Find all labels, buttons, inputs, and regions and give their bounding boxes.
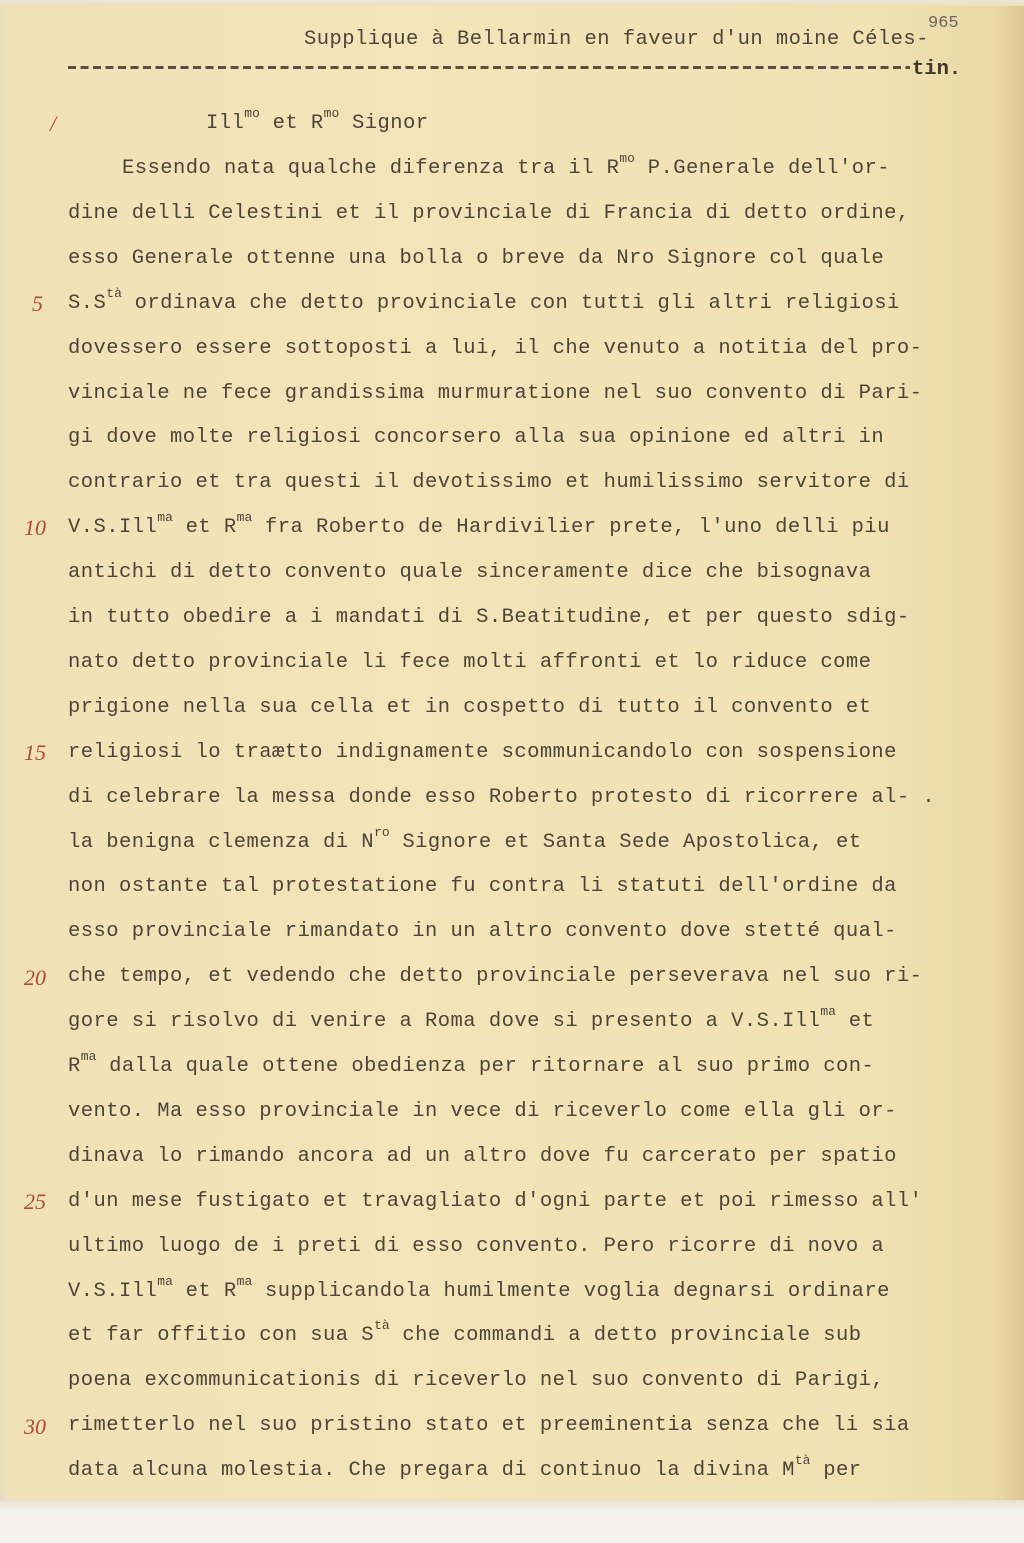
text-line <box>68 1049 875 1079</box>
text-line <box>68 382 922 406</box>
document-title: Supplique à Bellarmin en faveur d'un moine Céles- <box>304 28 929 51</box>
text-run: et R <box>172 516 237 540</box>
text-run: rimetterlo nel suo pristino stato et preeminentia senza che li sia <box>68 1414 910 1438</box>
text-line <box>68 696 871 720</box>
text-run: che tempo, et vedendo che detto provinciale perseverava nel suo ri- <box>68 965 923 989</box>
text-run: la benigna clemenza di N <box>68 830 375 854</box>
superscript: mo <box>323 106 340 121</box>
text-line <box>68 202 910 226</box>
text-run: religiosi lo traætto indignamente scommunicandolo con sospensione <box>68 740 897 764</box>
text-line <box>68 920 897 944</box>
superscript: mo <box>619 151 635 166</box>
superscript: ma <box>80 1049 97 1064</box>
text-line <box>68 1318 862 1348</box>
text-run: ultimo luogo de i preti di esso convento. Pero ricorre di novo a <box>68 1234 885 1258</box>
text-line <box>68 741 897 765</box>
text-run: gore si risolvo di venire a Roma dove si presento a V.S.Ill <box>68 1010 821 1034</box>
text-run: et <box>835 1010 875 1034</box>
text-run: che commandi a detto provinciale sub <box>389 1324 862 1348</box>
text-run: supplicandola humilmente voglia degnarsi ordinare <box>252 1279 890 1303</box>
margin-line-number: / <box>50 111 57 136</box>
text-line <box>68 1369 884 1393</box>
text-line <box>68 337 922 361</box>
text-run: per <box>810 1459 862 1483</box>
text-run: V.S.Ill <box>68 516 158 540</box>
margin-line-number: 20 <box>24 965 46 990</box>
text-run: ordinava che detto provinciale con tutti gli altri religiosi <box>121 291 900 315</box>
text-run: esso provinciale rimandato in un altro convento dove stetté qual- <box>68 920 897 944</box>
text-run: nato detto provinciale li fece molti affronti et lo riduce come <box>68 650 872 674</box>
text-run: poena excommunicationis di riceverlo nel suo convento di Parigi, <box>68 1369 885 1393</box>
text-run: contrario et tra questi il devotissimo et humilissimo servitore di <box>68 471 910 495</box>
superscript: mo <box>244 106 260 121</box>
text-run: in tutto obedire a i mandati di S.Beatitudine, et per questo sdig- <box>68 606 910 629</box>
text-line <box>68 1100 897 1124</box>
text-line <box>68 965 922 989</box>
superscript: ma <box>157 1273 173 1289</box>
text-line <box>68 1004 875 1034</box>
salutation-part: Ill <box>206 112 245 135</box>
superscript: tà <box>106 285 122 301</box>
text-line <box>68 1190 922 1214</box>
superscript: tà <box>794 1453 811 1469</box>
text-run: fra Roberto de Hardivilier prete, l'uno delli piu <box>252 516 890 540</box>
scan-bottom-margin <box>0 1500 1024 1543</box>
text-line <box>68 471 910 495</box>
superscript: ma <box>236 510 253 526</box>
text-line <box>68 561 871 585</box>
text-line <box>68 426 884 450</box>
superscript: ro <box>374 824 390 840</box>
text-run: prigione nella sua cella et in cospetto di tutto il convento et <box>68 695 872 719</box>
margin-line-number: 15 <box>24 740 46 765</box>
text-run: di celebrare la messa donde esso Roberto protesto di ricorrere al- . <box>68 785 936 809</box>
superscript: tà <box>374 1318 390 1334</box>
text-line <box>68 606 910 630</box>
text-line <box>68 651 871 675</box>
text-run: vento. Ma esso provinciale in vece di riceverlo come ella gli or- <box>68 1099 897 1123</box>
text-run: vinciale ne fece grandissima murmuratione nel suo convento di Pari- <box>68 381 923 405</box>
margin-line-number: 10 <box>24 515 46 540</box>
text-run: dinava lo rimando ancora ad un altro dove fu carcerato per spatio <box>68 1144 897 1168</box>
page-number: 965 <box>928 14 959 33</box>
text-run: et far offitio con sua S <box>68 1324 375 1348</box>
superscript: ma <box>820 1004 836 1020</box>
margin-line-number: 5 <box>32 291 43 316</box>
text-line <box>68 875 897 899</box>
text-run: V.S.Ill <box>68 1279 158 1303</box>
text-run: dalla quale ottene obedienza per ritornare al suo primo con- <box>96 1055 875 1078</box>
margin-line-number: 30 <box>24 1414 46 1439</box>
text-run: R <box>68 1055 81 1078</box>
text-run: antichi di detto convento quale sinceramente dice che bisognava <box>68 561 872 585</box>
text-run: Signore et Santa Sede Apostolica, et <box>389 830 862 854</box>
text-line <box>122 151 890 181</box>
text-run: Essendo nata qualche diferenza tra il R <box>122 157 620 180</box>
text-line <box>68 786 935 810</box>
text-run: gi dove molte religiosi concorsero alla sua opinione ed altri in <box>68 426 885 450</box>
text-line <box>68 285 900 316</box>
text-run: esso Generale ottenne una bolla o breve da Nro Signore col quale <box>68 246 885 270</box>
text-run: S.S <box>68 291 107 315</box>
text-line <box>68 824 862 855</box>
text-line <box>68 1235 884 1259</box>
text-run: d'un mese fustigato et travagliato d'ogni parte et poi rimesso all' <box>68 1189 923 1213</box>
salutation-part: Signor <box>339 112 429 135</box>
text-run: non ostante tal protestatione fu contra li statuti dell'ordine da <box>68 875 897 899</box>
text-run: et R <box>172 1279 237 1303</box>
text-line <box>68 1145 897 1169</box>
text-run: data alcuna molestia. Che pregara di continuo la divina M <box>68 1459 795 1483</box>
title-continuation: tin. <box>912 58 962 81</box>
text-line <box>68 247 884 271</box>
text-run: dovessero essere sottoposti a lui, il che venuto a notitia del pro- <box>68 336 923 360</box>
text-run: P.Generale dell'or- <box>634 157 890 180</box>
salutation-part: et R <box>259 112 324 135</box>
text-line <box>68 510 890 540</box>
page-top-edge <box>0 0 1024 6</box>
dashed-rule <box>68 66 910 69</box>
salutation <box>206 106 429 136</box>
text-run: dine delli Celestini et il provinciale di Francia di detto ordine, <box>68 201 910 225</box>
margin-line-number: 25 <box>24 1189 46 1214</box>
text-line <box>68 1273 890 1304</box>
superscript: ma <box>236 1273 253 1289</box>
text-line <box>68 1453 862 1483</box>
text-line <box>68 1414 910 1438</box>
superscript: ma <box>157 510 173 526</box>
